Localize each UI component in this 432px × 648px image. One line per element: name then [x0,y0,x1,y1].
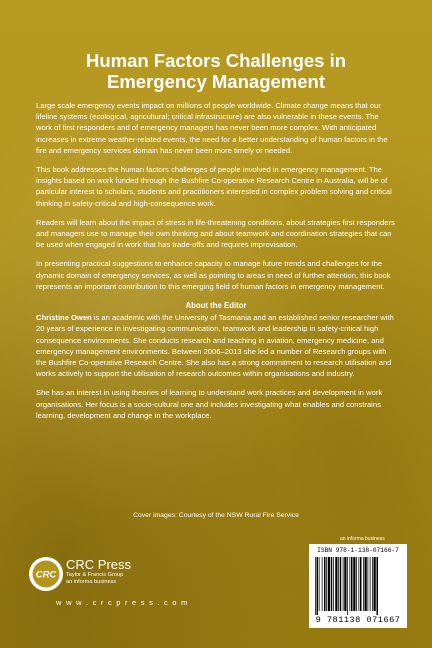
barcode-bar [353,557,355,611]
barcode-bar [351,557,353,611]
publisher-logo [28,556,140,596]
logo-mark-text: CRC [35,569,57,581]
barcode-bar [350,557,351,611]
barcode-bar [343,557,344,611]
publisher-text [66,558,131,586]
barcode-bar [377,557,379,615]
barcode-bar [365,557,367,611]
publisher-website: w w w . c r c p r e s s . c o m [56,598,189,607]
informa-tag: an informa business [340,536,385,542]
blurb-paragraph: In presenting practical suggestions to enhance capacity to manage future trends and challenges for the dynamic domain of emergency services, as well as pointing to areas in need of further attention, this book represents an important contribution to this emerging field of human factors in emergency management. [36,259,391,291]
barcode-bar [324,557,326,611]
isbn-digits: 9 781138 071667 [315,615,401,625]
title-line-1: Human Factors Challenges in [85,50,347,71]
barcode-bar [344,557,346,611]
blurb-paragraph: Readers will learn about the impact of stress in life-threatening conditions, about strategies first responders and managers use to manage their own thinking and about teamwork and coordination strategies that can be used when engaged in work that has trade-offs and requires improvisation. [36,217,395,250]
barcode-bar [317,557,319,615]
blurb-paragraph: Large scale emergency events impact on millions of people worldwide. Climate change means that our lifeline systems (ecological, agricultural; critical infrastructure) are also vulnerable in these events. The work of first responders and of emergency managers has never been more complex. With anticipated increases in extreme weather-related events, the need for a better understanding of human factors in the fire and emergency services domain has never been more timely or needed. [36,101,388,155]
editor-bio [36,312,396,379]
barcode-bar [328,557,330,611]
barcode-bar [368,557,369,611]
blurb [36,100,396,421]
editor-bio-text: is an academic with the University of Tasmania and an established senior researcher with 20 years of experience in investigating communication, teamwork and leadership in safety-critical high consequence environments. She conducts research and teaching in aviation, emergency medicine, and emergency management environments. Between 2006–2013 she led a number of Research groups with the Bushfire Co-operative Research Centre. She also has a strong commitment to research utilisation and works actively to support the utilisation of research outcomes within organisations and industry. [36,313,394,379]
barcode-bar [315,557,316,615]
barcode-bar [331,557,333,611]
crc-logo-icon [28,556,64,592]
blurb-paragraph: This book addresses the human factors challenges of people involved in emergency management. The insights based on work funded through the Bushfire Co-operative Research Centre in Australia, will be of particular interest to scholars, students and practitioners interested in complex problem solving and critical thinking in safety-critical and high-consequence work. [36,165,392,208]
barcode-bar [359,557,360,611]
barcode-box [309,544,407,628]
barcode-bar [372,557,373,611]
publisher-name: CRC Press [66,557,132,572]
publisher-line-1: Taylor & Francis Group [66,572,124,578]
barcode-bar [370,557,371,611]
barcode-bar [347,557,348,615]
barcode-bar [326,557,327,611]
publisher-line-2: an informa business [66,579,117,585]
barcode-bar [322,557,323,611]
barcode-icon [313,557,403,615]
barcode-bar [340,557,342,611]
barcode-bar [319,557,320,611]
editor-bio-2: She has an interest in using theories of learning to understand work practices and development in work organisations. Her focus is a socio-cultural one and includes investigating what enables and constrains learning, development and change in the workplace. [36,388,383,420]
book-title [0,50,432,92]
barcode-bar [335,557,337,611]
barcode-bar [374,557,376,611]
barcode-bar [338,557,339,611]
isbn-label: ISBN 978-1-138-07166-7 [317,547,399,554]
barcode-bar [356,557,357,611]
cover-credit: Cover images: Courtesy of the NSW Rural Fire Service [133,512,299,519]
barcode-bar [363,557,364,611]
barcode-bar [360,557,362,611]
barcode-bar [333,557,334,611]
title-line-2: Emergency Management [107,71,325,92]
about-editor-heading: About the Editor [185,301,247,311]
editor-name: Christine Owen [36,313,92,323]
